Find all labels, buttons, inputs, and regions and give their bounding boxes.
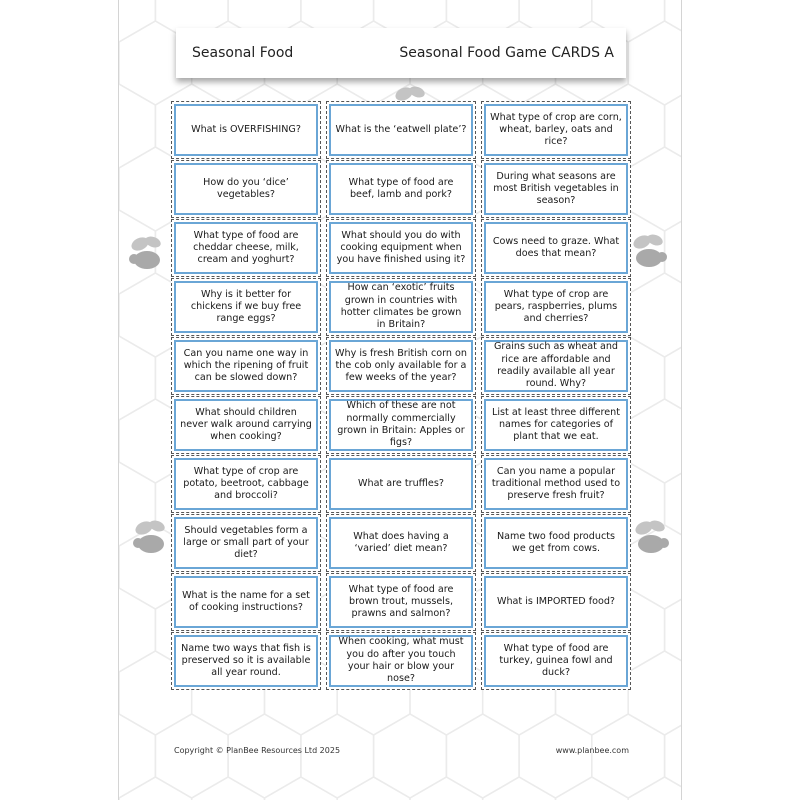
question-text: Can you name one way in which the ripening of fruit can be slowed down? — [174, 340, 318, 392]
hexagon-outline — [628, 399, 681, 483]
question-card — [171, 514, 321, 572]
hexagon-outline — [228, 714, 301, 798]
question-card — [481, 455, 631, 513]
question-text: What type of crop are corn, wheat, barley, oats and rice? — [484, 104, 628, 156]
question-text: What type of crop are potato, beetroot, cabbage and broccoli? — [174, 458, 318, 510]
question-card — [481, 514, 631, 572]
question-text: Should vegetables form a large or small part of your diet? — [174, 517, 318, 569]
hexagon-outline — [628, 273, 681, 357]
hexagon-outline — [628, 21, 681, 105]
question-card — [326, 160, 476, 218]
question-card — [326, 573, 476, 631]
question-card — [326, 337, 476, 395]
hexagon-outline — [119, 0, 155, 42]
question-card — [481, 396, 631, 454]
hexagon-outline — [265, 777, 338, 800]
hexagon-outline — [301, 714, 374, 798]
hexagon-outline — [374, 714, 447, 798]
question-text: Can you name a popular traditional method used to preserve fresh fruit? — [484, 458, 628, 510]
question-card — [481, 632, 631, 690]
hexagon-outline — [665, 0, 681, 42]
hexagon-outline — [119, 777, 192, 800]
question-card — [481, 278, 631, 336]
question-text: What type of food are turkey, guinea fowl and duck? — [484, 635, 628, 687]
bee-icon — [625, 230, 673, 278]
hexagon-outline — [119, 588, 155, 672]
copyright-notice: Copyright © PlanBee Resources Ltd 2025 — [174, 746, 341, 755]
question-text: What is IMPORTED food? — [484, 576, 628, 628]
question-text: What type of food are beef, lamb and pork? — [329, 163, 473, 215]
hexagon-outline — [119, 714, 155, 798]
question-card — [326, 632, 476, 690]
hexagon-outline — [592, 714, 665, 798]
page-header — [176, 28, 626, 78]
worksheet-page — [118, 0, 682, 800]
question-text: Name two ways that fish is preserved so it is available all year round. — [174, 635, 318, 687]
question-text: Why is fresh British corn on the cob only available for a few weeks of the year? — [329, 340, 473, 392]
question-text: How can ‘exotic’ fruits grown in countries with hotter climates be grown in Britain? — [329, 281, 473, 333]
hexagon-outline — [628, 651, 681, 735]
hexagon-outline — [446, 714, 519, 798]
question-text: What is the name for a set of cooking instructions? — [174, 576, 318, 628]
hexagon-outline — [192, 777, 265, 800]
question-card — [481, 101, 631, 159]
question-text: What type of food are brown trout, mussels, prawns and salmon? — [329, 576, 473, 628]
question-card — [481, 337, 631, 395]
question-text: During what seasons are most British vegetables in season? — [484, 163, 628, 215]
hexagon-outline — [410, 777, 483, 800]
question-text: What is OVERFISHING? — [174, 104, 318, 156]
question-text: Cows need to graze. What does that mean? — [484, 222, 628, 274]
bee-icon — [627, 516, 675, 564]
card-grid — [171, 101, 631, 690]
question-text: Why is it better for chickens if we buy free range eggs? — [174, 281, 318, 333]
hexagon-outline — [155, 714, 228, 798]
question-card — [326, 514, 476, 572]
question-card — [326, 219, 476, 277]
header-left-title: Seasonal Food — [192, 45, 294, 61]
question-text: Which of these are not normally commercially grown in Britain: Apples or figs? — [329, 399, 473, 451]
question-text: What are truffles? — [329, 458, 473, 510]
question-card — [481, 219, 631, 277]
question-card — [171, 396, 321, 454]
question-card — [326, 396, 476, 454]
question-text: What type of crop are pears, raspberries, plums and cherries? — [484, 281, 628, 333]
question-text: What type of food are cheddar cheese, milk, cream and yoghurt? — [174, 222, 318, 274]
question-text: What should children never walk around carrying when cooking? — [174, 399, 318, 451]
question-card — [171, 337, 321, 395]
hexagon-outline — [628, 147, 681, 231]
question-card — [171, 278, 321, 336]
question-text: List at least three different names for categories of plant that we eat. — [484, 399, 628, 451]
question-card — [171, 573, 321, 631]
hexagon-outline — [519, 714, 592, 798]
hexagon-outline — [483, 777, 556, 800]
question-card — [171, 632, 321, 690]
hexagon-outline — [556, 777, 629, 800]
question-text: What is the ‘eatwell plate’? — [329, 104, 473, 156]
hexagon-outline — [119, 84, 155, 168]
question-text: Grains such as wheat and rice are affordable and readily available all year round. Why? — [484, 340, 628, 392]
question-card — [171, 455, 321, 513]
question-text: How do you ‘dice’ vegetables? — [174, 163, 318, 215]
question-text: Name two food products we get from cows. — [484, 517, 628, 569]
hexagon-outline — [119, 336, 155, 420]
hexagon-outline — [628, 777, 681, 800]
question-card — [481, 160, 631, 218]
question-card — [171, 160, 321, 218]
question-text: What should you do with cooking equipment when you have finished using it? — [329, 222, 473, 274]
question-text: What does having a ‘varied’ diet mean? — [329, 517, 473, 569]
header-right-title: Seasonal Food Game CARDS A — [399, 45, 614, 61]
question-card — [326, 101, 476, 159]
hexagon-outline — [337, 777, 410, 800]
question-card — [326, 455, 476, 513]
question-card — [171, 219, 321, 277]
question-card — [326, 278, 476, 336]
bee-icon — [127, 516, 175, 564]
question-card — [481, 573, 631, 631]
question-text: When cooking, what must you do after you touch your hair or blow your nose? — [329, 635, 473, 687]
website-link[interactable]: www.planbee.com — [555, 746, 629, 755]
question-card — [171, 101, 321, 159]
bee-icon — [123, 232, 171, 280]
